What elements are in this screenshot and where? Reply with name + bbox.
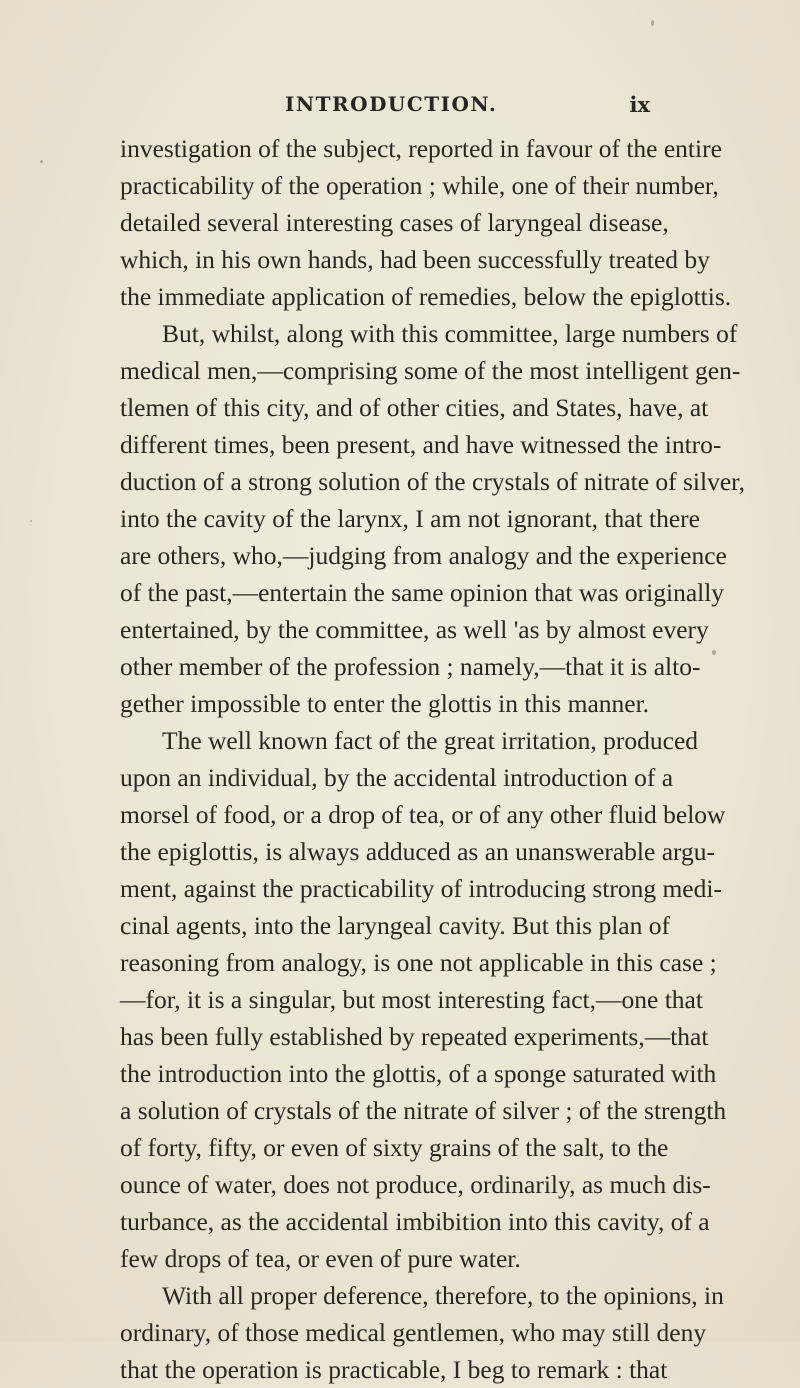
text-line: which, in his own hands, had been successfully treated by [120, 245, 710, 274]
text-line: that the operation is practicable, I beg to remark : that [120, 1355, 668, 1384]
text-line: the immediate application of remedies, below the epiglottis. [120, 282, 732, 311]
text-line: morsel of food, or a drop of tea, or of any other fluid below [120, 800, 726, 829]
text-line: of the past,—entertain the same opinion that was originally [120, 578, 725, 607]
text-line: upon an individual, by the accidental introduction of a [120, 763, 674, 792]
text-line: But, whilst, along with this committee, large numbers of [162, 319, 738, 348]
text-line: into the cavity of the larynx, I am not ignorant, that there [120, 504, 700, 533]
text-line: reasoning from analogy, is one not applicable in this case ; [120, 948, 717, 977]
text-line: The well known fact of the great irritation, produced [162, 726, 699, 755]
running-head [120, 92, 650, 122]
text-line: turbance, as the accidental imbibition into this cavity, of a [120, 1207, 710, 1236]
text-line: a solution of crystals of the nitrate of silver ; of the strength [120, 1096, 727, 1125]
text-line: ordinary, of those medical gentlemen, who may still deny [120, 1318, 707, 1347]
page-number: ix [629, 92, 650, 117]
text-line: are others, who,—judging from analogy and the experience [120, 541, 727, 570]
text-line: With all proper deference, therefore, to the opinions, in [162, 1281, 724, 1310]
text-line: ment, against the practicability of introducing strong medi- [120, 874, 722, 903]
text-line: —for, it is a singular, but most interesting fact,—one that [120, 985, 703, 1014]
text-line: gether impossible to enter the glottis in this manner. [120, 689, 650, 718]
text-line: other member of the profession ; namely,—that it is alto- [120, 652, 701, 681]
text-line: the epiglottis, is always adduced as an unanswerable argu- [120, 837, 716, 866]
text-line: medical men,—comprising some of the most intelligent gen- [120, 356, 741, 385]
text-line: cinal agents, into the laryngeal cavity. But this plan of [120, 911, 670, 940]
text-line: few drops of tea, or even of pure water. [120, 1244, 521, 1273]
body-text [120, 130, 746, 1388]
text-line: duction of a strong solution of the crystals of nitrate of silver, [120, 467, 746, 496]
text-line: detailed several interesting cases of laryngeal disease, [120, 208, 669, 237]
text-line: of forty, fifty, or even of sixty grains of the salt, to the [120, 1133, 669, 1162]
running-title: INTRODUCTION. [285, 92, 498, 116]
text-line: practicability of the operation ; while, one of their number, [120, 171, 719, 200]
text-line: tlemen of this city, and of other cities, and States, have, at [120, 393, 709, 422]
text-line: has been fully established by repeated experiments,—that [120, 1022, 709, 1051]
text-line: different times, been present, and have witnessed the intro- [120, 430, 722, 459]
text-line: ounce of water, does not produce, ordinarily, as much dis- [120, 1170, 711, 1199]
text-line: the introduction into the glottis, of a sponge saturated with [120, 1059, 717, 1088]
text-line: entertained, by the committee, as well 'as by almost every [120, 615, 709, 644]
text-line: investigation of the subject, reported in favour of the entire [120, 134, 722, 163]
